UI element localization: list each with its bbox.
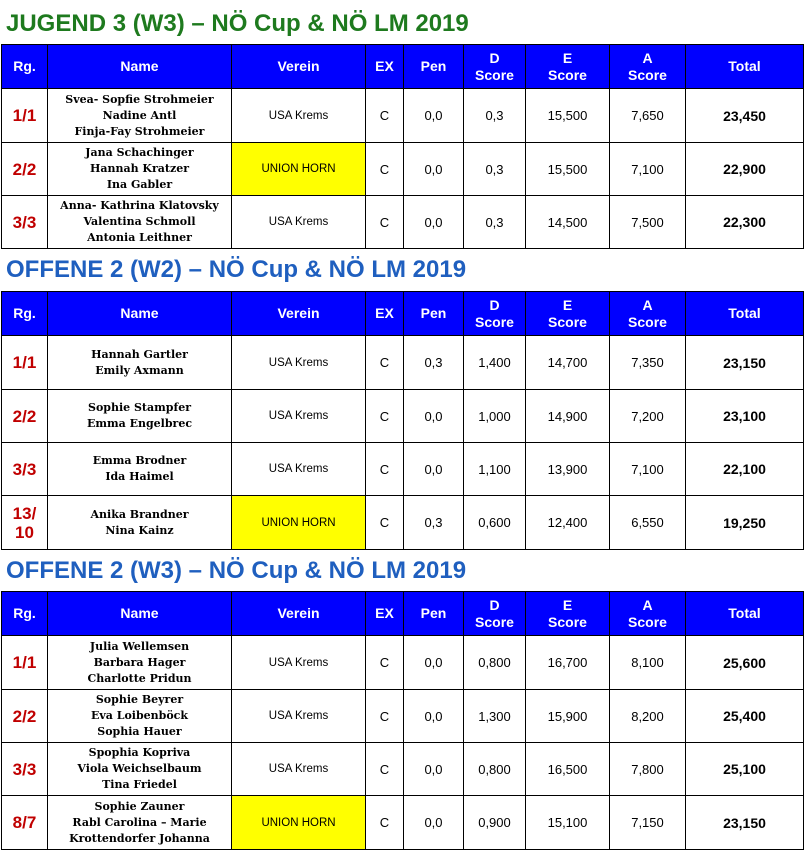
rank-cell: 1/1 bbox=[2, 89, 48, 143]
table-row bbox=[2, 796, 804, 850]
verein-cell: USA Krems bbox=[232, 443, 366, 496]
rank-cell: 8/7 bbox=[2, 796, 48, 850]
athlete-name: Ida Haimel bbox=[105, 470, 174, 483]
header-row bbox=[2, 45, 804, 89]
d-score-cell: 0,800 bbox=[464, 636, 526, 690]
ex-cell: C bbox=[366, 743, 404, 796]
a-score-header-top: A bbox=[642, 596, 653, 613]
names-cell bbox=[48, 390, 232, 443]
name-header: Name bbox=[48, 292, 232, 336]
athlete-name: Emily Axmann bbox=[95, 363, 184, 377]
d-score-cell: 0,3 bbox=[464, 143, 526, 196]
pen-cell: 0,0 bbox=[404, 636, 464, 690]
e-score-header bbox=[526, 45, 610, 89]
athlete-name: Finja-Fay Strohmeier bbox=[74, 124, 205, 138]
e-score-header-bottom: Score bbox=[548, 313, 587, 330]
table-row bbox=[2, 443, 804, 496]
ex-header: EX bbox=[366, 45, 404, 89]
athlete-name: Nina Kainz bbox=[105, 523, 174, 537]
d-score-header-top: D bbox=[489, 49, 500, 66]
a-score-cell: 7,350 bbox=[610, 336, 686, 390]
d-score-cell: 1,100 bbox=[464, 443, 526, 496]
d-score-header bbox=[464, 292, 526, 336]
rank-header: Rg. bbox=[2, 292, 48, 336]
results-table bbox=[1, 291, 804, 550]
e-score-header-top: E bbox=[562, 49, 573, 66]
rank-cell: 2/2 bbox=[2, 390, 48, 443]
a-score-cell: 8,200 bbox=[610, 690, 686, 743]
verein-cell: UNION HORN bbox=[232, 796, 366, 850]
athlete-name: Sophia Hauer bbox=[97, 725, 182, 738]
ex-cell: C bbox=[366, 89, 404, 143]
total-cell: 22,100 bbox=[686, 443, 804, 496]
names-cell bbox=[48, 143, 232, 196]
e-score-cell: 13,900 bbox=[526, 443, 610, 496]
e-score-cell: 14,900 bbox=[526, 390, 610, 443]
e-score-cell: 16,700 bbox=[526, 636, 610, 690]
ex-cell: C bbox=[366, 143, 404, 196]
table-row bbox=[2, 636, 804, 690]
pen-cell: 0,0 bbox=[404, 690, 464, 743]
total-cell: 22,300 bbox=[686, 196, 804, 249]
athlete-name: Sophie Zauner bbox=[94, 799, 185, 813]
verein-cell: USA Krems bbox=[232, 196, 366, 249]
verein-cell: USA Krems bbox=[232, 743, 366, 796]
verein-cell: USA Krems bbox=[232, 89, 366, 143]
e-score-cell: 14,700 bbox=[526, 336, 610, 390]
athlete-name: Rabl Carolina – Marie bbox=[72, 815, 207, 829]
e-score-header-bottom: Score bbox=[548, 613, 587, 630]
e-score-header bbox=[526, 592, 610, 636]
d-score-cell: 1,300 bbox=[464, 690, 526, 743]
athlete-name: Hannah Gartler bbox=[91, 347, 188, 361]
rank-header: Rg. bbox=[2, 45, 48, 89]
athlete-name: Eva Loibenböck bbox=[90, 709, 189, 722]
e-score-cell: 15,100 bbox=[526, 796, 610, 850]
pen-cell: 0,0 bbox=[404, 196, 464, 249]
d-score-cell: 0,3 bbox=[464, 196, 526, 249]
verein-cell: UNION HORN bbox=[232, 143, 366, 196]
table-row bbox=[2, 743, 804, 796]
ex-cell: C bbox=[366, 636, 404, 690]
total-header: Total bbox=[686, 45, 804, 89]
total-cell: 22,900 bbox=[686, 143, 804, 196]
rank-cell: 2/2 bbox=[2, 143, 48, 196]
d-score-header bbox=[464, 592, 526, 636]
total-cell: 23,150 bbox=[686, 796, 804, 850]
a-score-cell: 8,100 bbox=[610, 636, 686, 690]
table-row bbox=[2, 390, 804, 443]
table-row bbox=[2, 496, 804, 550]
athlete-name: Spophia Kopriva bbox=[88, 746, 191, 759]
table-row bbox=[2, 143, 804, 196]
pen-cell: 0,3 bbox=[404, 336, 464, 390]
athlete-name: Antonia Leithner bbox=[87, 231, 192, 244]
table-row bbox=[2, 89, 804, 143]
name-header: Name bbox=[48, 45, 232, 89]
a-score-header bbox=[610, 292, 686, 336]
athlete-name: Anna- Kathrina Klatovsky bbox=[60, 199, 219, 212]
a-score-header bbox=[610, 45, 686, 89]
verein-header: Verein bbox=[232, 592, 366, 636]
pen-cell: 0,3 bbox=[404, 496, 464, 550]
pen-header: Pen bbox=[404, 292, 464, 336]
a-score-cell: 7,200 bbox=[610, 390, 686, 443]
athlete-name: Sophie Stampfer bbox=[88, 401, 191, 414]
pen-header: Pen bbox=[404, 592, 464, 636]
athlete-name: Viola Weichselbaum bbox=[77, 762, 202, 775]
a-score-cell: 7,100 bbox=[610, 443, 686, 496]
d-score-cell: 1,000 bbox=[464, 390, 526, 443]
total-header: Total bbox=[686, 592, 804, 636]
athlete-name: Julia Wellemsen bbox=[89, 639, 190, 653]
a-score-cell: 7,800 bbox=[610, 743, 686, 796]
ex-cell: C bbox=[366, 390, 404, 443]
total-cell: 23,450 bbox=[686, 89, 804, 143]
d-score-cell: 0,600 bbox=[464, 496, 526, 550]
athlete-name: Emma Engelbrec bbox=[86, 417, 193, 430]
e-score-header-top: E bbox=[562, 296, 573, 313]
rank-cell: 1/1 bbox=[2, 636, 48, 690]
pen-cell: 0,0 bbox=[404, 143, 464, 196]
names-cell bbox=[48, 196, 232, 249]
names-cell bbox=[48, 690, 232, 743]
names-cell bbox=[48, 796, 232, 850]
d-score-cell: 0,900 bbox=[464, 796, 526, 850]
name-header: Name bbox=[48, 592, 232, 636]
verein-header: Verein bbox=[232, 292, 366, 336]
ex-header: EX bbox=[366, 592, 404, 636]
rank-cell: 3/3 bbox=[2, 743, 48, 796]
total-cell: 23,100 bbox=[686, 390, 804, 443]
a-score-header-top: A bbox=[642, 49, 653, 66]
section-title: JUGEND 3 (W3) – NÖ Cup & NÖ LM 2019 bbox=[6, 10, 469, 37]
total-cell: 25,400 bbox=[686, 690, 804, 743]
pen-cell: 0,0 bbox=[404, 796, 464, 850]
athlete-name: Svea- Sopfie Strohmeier bbox=[65, 92, 214, 106]
names-cell bbox=[48, 336, 232, 390]
rank-cell: 1/1 bbox=[2, 336, 48, 390]
total-cell: 23,150 bbox=[686, 336, 804, 390]
pen-cell: 0,0 bbox=[404, 89, 464, 143]
a-score-cell: 7,150 bbox=[610, 796, 686, 850]
e-score-header-top: E bbox=[562, 596, 573, 613]
rank-cell: 3/3 bbox=[2, 196, 48, 249]
names-cell bbox=[48, 743, 232, 796]
table-row bbox=[2, 196, 804, 249]
ex-cell: C bbox=[366, 690, 404, 743]
athlete-name: Charlotte Pridun bbox=[87, 671, 192, 685]
d-score-cell: 0,3 bbox=[464, 89, 526, 143]
table-row bbox=[2, 336, 804, 390]
pen-cell: 0,0 bbox=[404, 743, 464, 796]
rank-header: Rg. bbox=[2, 592, 48, 636]
athlete-name: Sophie Beyrer bbox=[95, 693, 184, 706]
d-score-header bbox=[464, 45, 526, 89]
d-score-header-top: D bbox=[489, 596, 500, 613]
results-table bbox=[1, 44, 804, 249]
athlete-name: Barbara Hager bbox=[93, 655, 186, 669]
athlete-name: Krottendorfer Johanna bbox=[69, 831, 210, 845]
total-cell: 25,100 bbox=[686, 743, 804, 796]
header-row bbox=[2, 592, 804, 636]
total-cell: 19,250 bbox=[686, 496, 804, 550]
rank-cell: 2/2 bbox=[2, 690, 48, 743]
d-score-header-top: D bbox=[489, 296, 500, 313]
verein-cell: USA Krems bbox=[232, 336, 366, 390]
d-score-cell: 0,800 bbox=[464, 743, 526, 796]
a-score-cell: 7,650 bbox=[610, 89, 686, 143]
e-score-cell: 16,500 bbox=[526, 743, 610, 796]
a-score-header-bottom: Score bbox=[628, 313, 667, 330]
d-score-cell: 1,400 bbox=[464, 336, 526, 390]
a-score-header bbox=[610, 592, 686, 636]
section-title: OFFENE 2 (W3) – NÖ Cup & NÖ LM 2019 bbox=[6, 557, 467, 584]
pen-cell: 0,0 bbox=[404, 390, 464, 443]
ex-header: EX bbox=[366, 292, 404, 336]
names-cell bbox=[48, 89, 232, 143]
rank-cell: 3/3 bbox=[2, 443, 48, 496]
ex-cell: C bbox=[366, 496, 404, 550]
total-cell: 25,600 bbox=[686, 636, 804, 690]
e-score-cell: 14,500 bbox=[526, 196, 610, 249]
athlete-name: Ina Gabler bbox=[106, 178, 173, 191]
e-score-header-bottom: Score bbox=[548, 66, 587, 83]
athlete-name: Nadine Antl bbox=[102, 108, 177, 122]
e-score-cell: 15,500 bbox=[526, 143, 610, 196]
verein-header: Verein bbox=[232, 45, 366, 89]
ex-cell: C bbox=[366, 196, 404, 249]
pen-header: Pen bbox=[404, 45, 464, 89]
total-header: Total bbox=[686, 292, 804, 336]
d-score-header-bottom: Score bbox=[475, 613, 514, 630]
e-score-cell: 15,500 bbox=[526, 89, 610, 143]
athlete-name: Emma Brodner bbox=[92, 454, 187, 467]
d-score-header-bottom: Score bbox=[475, 313, 514, 330]
e-score-cell: 12,400 bbox=[526, 496, 610, 550]
verein-cell: USA Krems bbox=[232, 690, 366, 743]
a-score-cell: 7,100 bbox=[610, 143, 686, 196]
names-cell bbox=[48, 496, 232, 550]
ex-cell: C bbox=[366, 336, 404, 390]
d-score-header-bottom: Score bbox=[475, 66, 514, 83]
rank-cell: 13/ 10 bbox=[2, 496, 48, 550]
verein-cell: UNION HORN bbox=[232, 496, 366, 550]
verein-cell: USA Krems bbox=[232, 390, 366, 443]
a-score-header-top: A bbox=[642, 296, 653, 313]
a-score-header-bottom: Score bbox=[628, 613, 667, 630]
ex-cell: C bbox=[366, 443, 404, 496]
athlete-name: Valentina Schmoll bbox=[83, 215, 196, 228]
athlete-name: Anika Brandner bbox=[90, 507, 189, 521]
verein-cell: USA Krems bbox=[232, 636, 366, 690]
section-title: OFFENE 2 (W2) – NÖ Cup & NÖ LM 2019 bbox=[6, 256, 467, 283]
pen-cell: 0,0 bbox=[404, 443, 464, 496]
e-score-header bbox=[526, 292, 610, 336]
results-table bbox=[1, 591, 804, 850]
header-row bbox=[2, 292, 804, 336]
e-score-cell: 15,900 bbox=[526, 690, 610, 743]
athlete-name: Tina Friedel bbox=[102, 778, 177, 791]
names-cell bbox=[48, 636, 232, 690]
ex-cell: C bbox=[366, 796, 404, 850]
table-row bbox=[2, 690, 804, 743]
names-cell bbox=[48, 443, 232, 496]
a-score-cell: 7,500 bbox=[610, 196, 686, 249]
athlete-name: Hannah Kratzer bbox=[89, 162, 190, 175]
a-score-cell: 6,550 bbox=[610, 496, 686, 550]
a-score-header-bottom: Score bbox=[628, 66, 667, 83]
athlete-name: Jana Schachinger bbox=[85, 146, 194, 159]
